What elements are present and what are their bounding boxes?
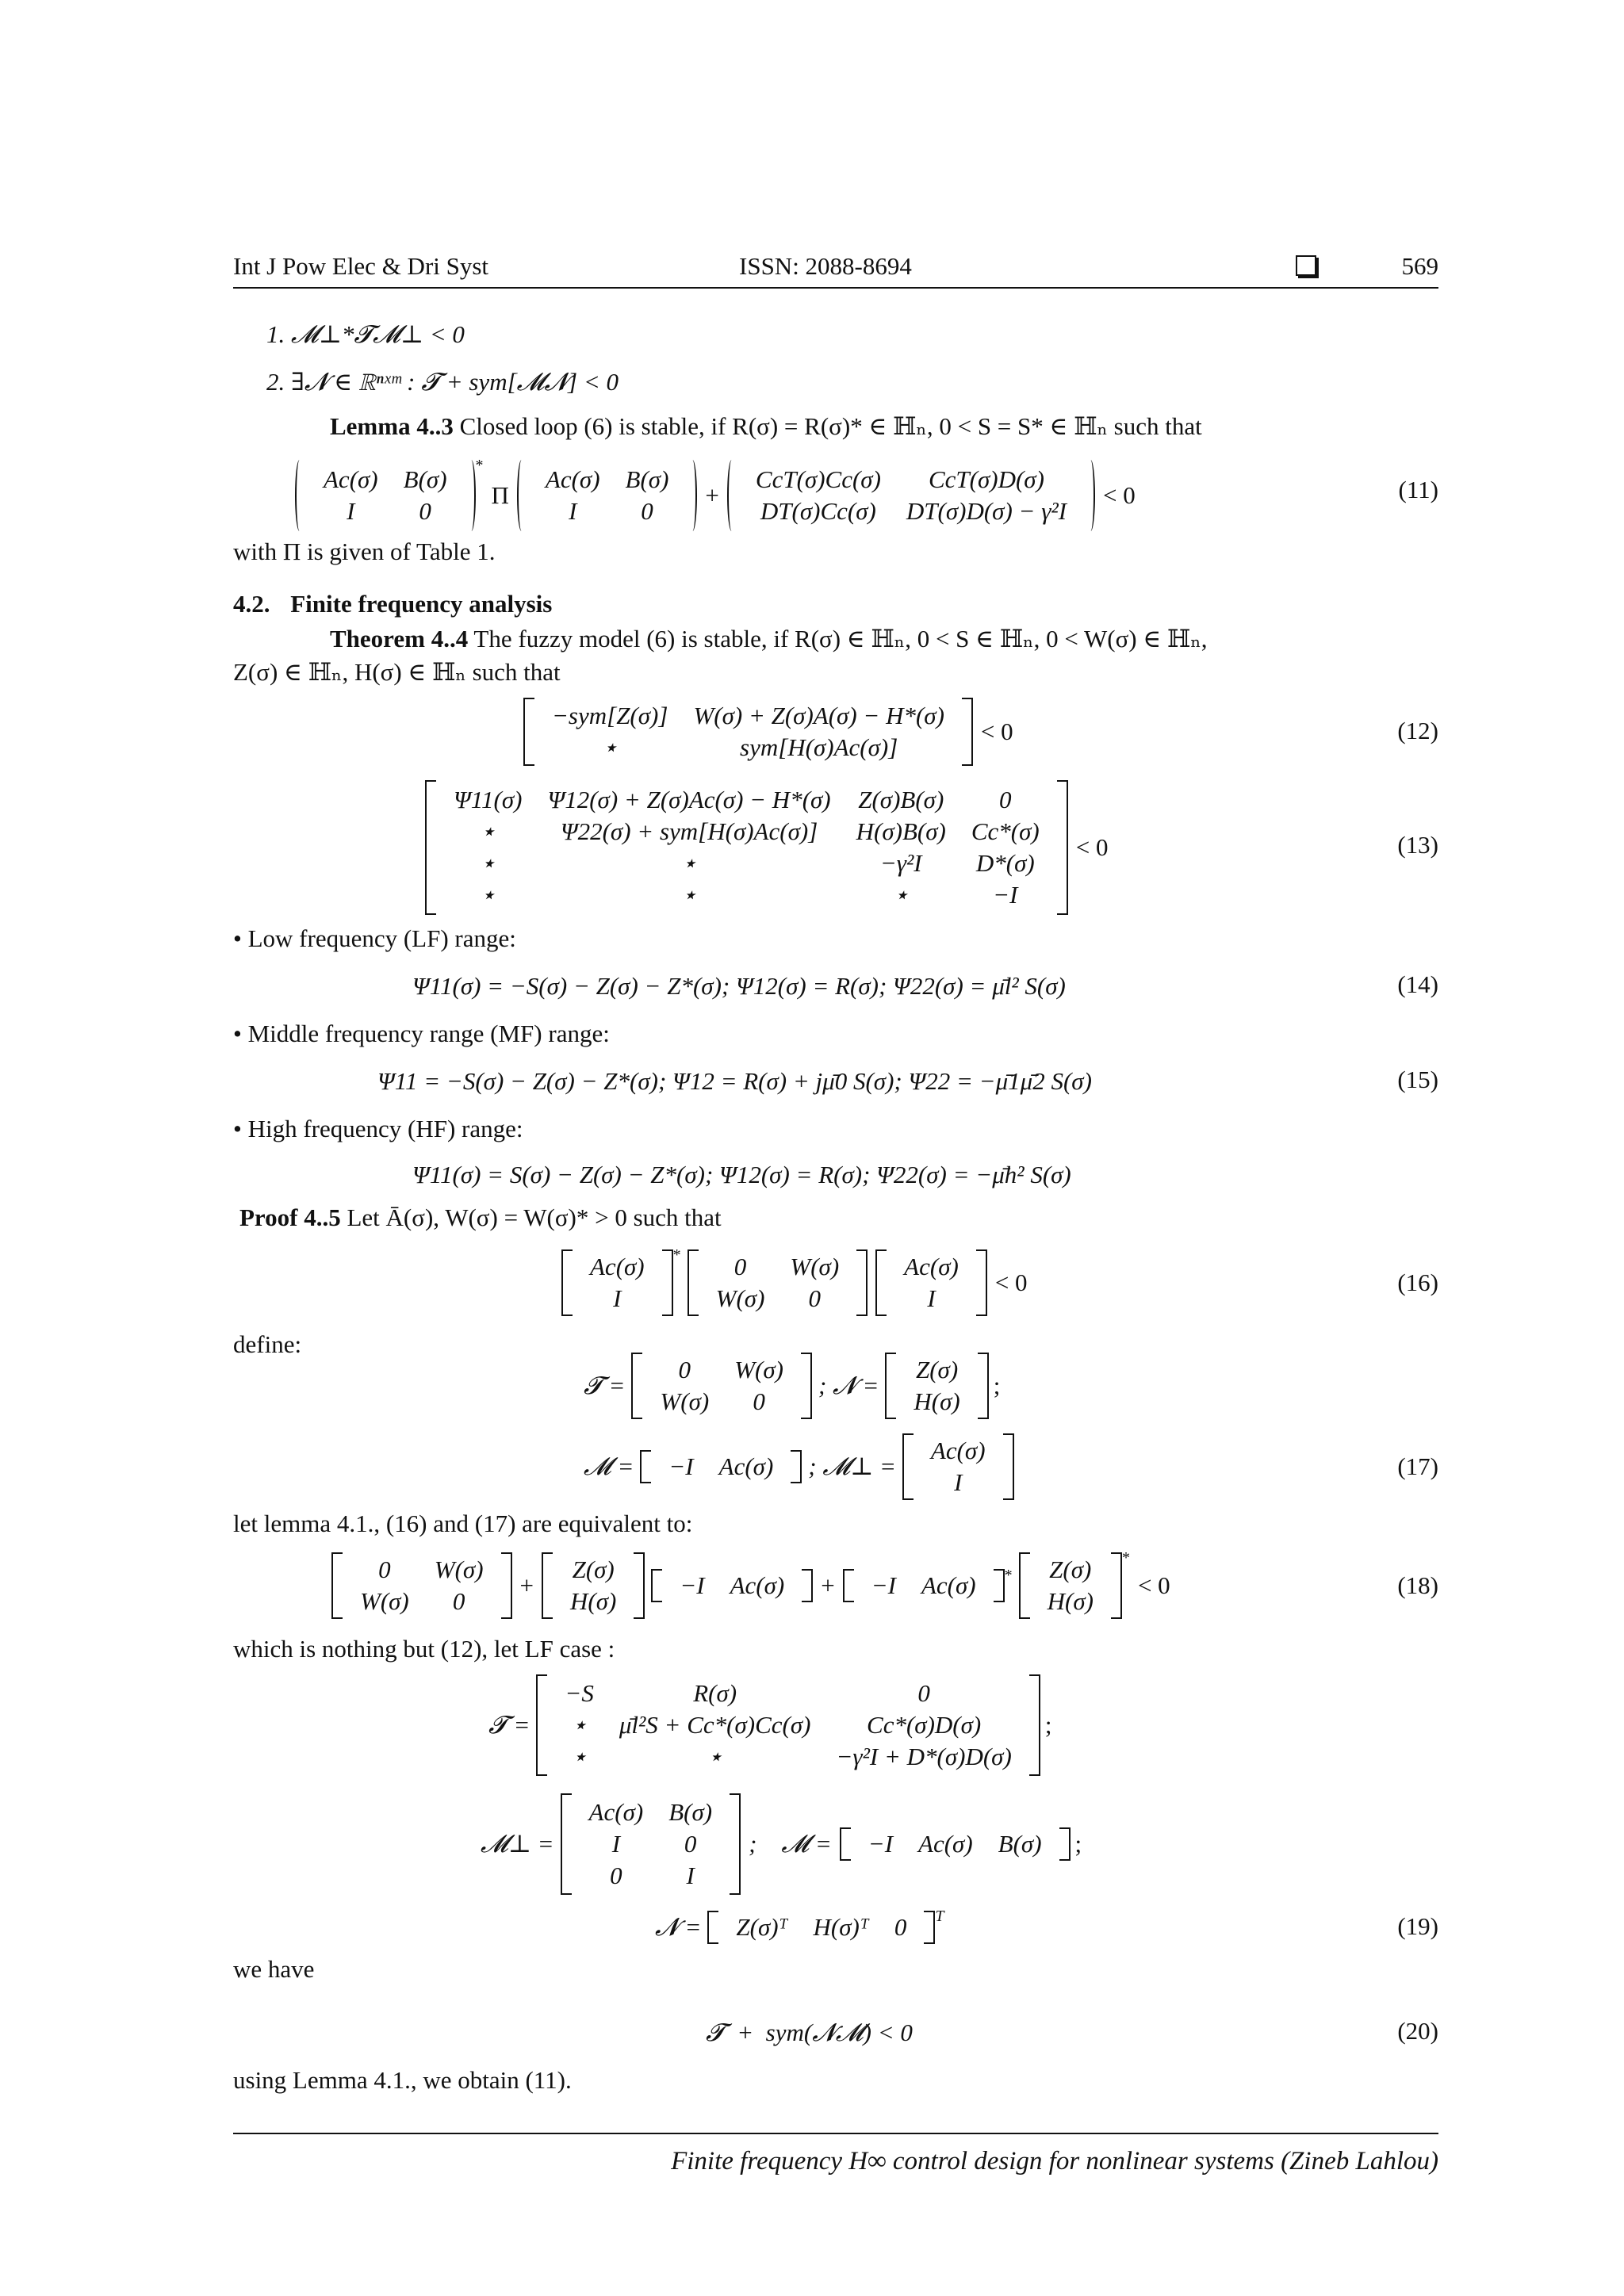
hf-equation: Ψ11(σ) = S(σ) − Z(σ) − Z*(σ); Ψ12(σ) = R(σ); Ψ22(σ) = −μ̄h² S(σ) xyxy=(412,1161,1071,1188)
cell: −γ²I + D*(σ)D(σ) xyxy=(836,1743,1012,1770)
equation-11 xyxy=(295,457,1143,531)
mperp-lhs: ; 𝓜⊥ = xyxy=(808,1452,896,1480)
bracket-right xyxy=(1029,1674,1040,1776)
cell: ⋆ xyxy=(571,1743,588,1770)
lf-label: • Low frequency (LF) range: xyxy=(233,924,516,952)
eqnum-16: (16) xyxy=(1397,1269,1438,1296)
equation-20: 𝓣 + sym(𝓝𝓜) < 0 xyxy=(706,2019,913,2046)
bracket-right xyxy=(1003,1433,1014,1500)
cell: ⋆ xyxy=(707,1743,723,1770)
paren-left xyxy=(727,460,738,531)
section-title: Finite frequency analysis xyxy=(290,590,553,618)
cell: −I xyxy=(680,1571,705,1599)
less-than-zero: < 0 xyxy=(1103,481,1136,509)
matrix-13 xyxy=(441,784,1052,911)
cell: Ac(σ) xyxy=(930,1437,986,1464)
bracket-left xyxy=(523,698,534,766)
bracket-right xyxy=(1057,780,1068,915)
using-text: using Lemma 4.1., we obtain (11). xyxy=(233,2066,572,2094)
cell: H(σ) xyxy=(914,1387,960,1415)
cell: 0 xyxy=(641,497,653,525)
cell: DT(σ)D(σ) − γ²I xyxy=(906,497,1067,525)
bracket-left xyxy=(425,780,436,915)
paren-left xyxy=(295,460,306,531)
cell: D*(σ) xyxy=(975,849,1035,877)
cell: B(σ) xyxy=(668,1798,713,1826)
cell: H(σ)B(σ) xyxy=(856,817,946,845)
cell: Ac(σ) xyxy=(904,1253,959,1280)
proof-4-5 xyxy=(239,1202,722,1234)
matrix-t-lf xyxy=(552,1678,1024,1773)
lemma-4-3 xyxy=(330,411,1202,442)
equation-19-t xyxy=(488,1674,1051,1776)
eqnum-18: (18) xyxy=(1397,1571,1438,1599)
equation-17-t-n xyxy=(584,1353,1000,1419)
page-number: 569 xyxy=(1401,252,1438,280)
bracket-right xyxy=(802,1569,813,1602)
cell: H(σ)ᵀ xyxy=(813,1913,869,1941)
bracket-left xyxy=(640,1450,651,1483)
cell: Ac(σ) xyxy=(730,1571,785,1599)
cell: ⋆ xyxy=(602,733,618,761)
cell: R(σ) xyxy=(693,1679,737,1707)
cell: ⋆ xyxy=(893,881,909,909)
eqnum-11: (11) xyxy=(1398,476,1438,503)
cell: 0 xyxy=(610,1862,622,1889)
bracket-right xyxy=(801,1353,812,1419)
matrix-12 xyxy=(539,700,957,763)
theorem-label: Theorem 4..4 xyxy=(330,625,469,652)
cell: −I xyxy=(871,1571,896,1599)
cell: W(σ) xyxy=(434,1556,484,1583)
cell: Z(σ) xyxy=(1049,1556,1092,1583)
bracket-right xyxy=(634,1552,645,1619)
equation-12 xyxy=(523,698,1021,766)
eqnum-15: (15) xyxy=(1397,1066,1438,1093)
m-lhs: 𝓜 = xyxy=(584,1452,634,1480)
cell: CcT(σ)D(σ) xyxy=(928,465,1044,493)
row-m-2 xyxy=(859,1570,989,1601)
paren-right xyxy=(686,460,697,531)
paren-right xyxy=(1084,460,1095,531)
cell: Ac(σ) xyxy=(324,465,378,493)
n-lhs: ; 𝓝 = xyxy=(818,1371,879,1399)
matrix-mperp xyxy=(576,1797,726,1892)
t-lhs: 𝓣 = xyxy=(488,1710,530,1739)
bracket-left xyxy=(536,1674,547,1776)
vector-n xyxy=(901,1354,972,1418)
eqnum-20: (20) xyxy=(1397,2017,1438,2045)
cell: B(σ) xyxy=(625,465,669,493)
row-m xyxy=(667,1570,797,1601)
cell: W(σ) xyxy=(660,1387,710,1415)
journal-name: Int J Pow Elec & Dri Syst xyxy=(233,252,489,280)
cell: W(σ) xyxy=(715,1284,765,1312)
equation-19-m xyxy=(481,1793,1082,1895)
equation-13 xyxy=(425,780,1116,915)
plus: + xyxy=(821,1571,835,1599)
cell: W(σ) + Z(σ)A(σ) − H*(σ) xyxy=(693,702,944,729)
theorem-text: The fuzzy model (6) is stable, if R(σ) ∈ ℍₙ, 0 < S ∈ ℍₙ, 0 < W(σ) ∈ ℍₙ, xyxy=(473,625,1208,652)
bracket-left xyxy=(561,1793,572,1895)
cell: Ac(σ) xyxy=(921,1571,976,1599)
bracket-right xyxy=(1059,1827,1071,1861)
which-text: which is nothing but (12), let LF case : xyxy=(233,1635,615,1663)
vector-z-h-2 xyxy=(1035,1554,1106,1617)
cell: −I xyxy=(993,881,1018,909)
transpose-sup: T xyxy=(935,1908,944,1925)
cell: W(σ) xyxy=(360,1587,409,1615)
cell: −sym[Z(σ)] xyxy=(552,702,668,729)
vector-z-h xyxy=(557,1554,629,1617)
section-number: 4.2. xyxy=(233,590,270,618)
lf-equation: Ψ11(σ) = −S(σ) − Z(σ) − Z*(σ); Ψ12(σ) = R(σ); Ψ22(σ) = μ̄l² S(σ) xyxy=(412,972,1066,1000)
cell: μ̄l²S + Cc*(σ)Cc(σ) xyxy=(619,1711,811,1739)
bracket-left xyxy=(688,1249,699,1316)
n-lhs: 𝓝 = xyxy=(655,1912,702,1941)
bracket-right xyxy=(856,1249,868,1316)
paren-right xyxy=(465,460,476,531)
matrix-t xyxy=(647,1354,796,1418)
cell: ⋆ xyxy=(480,881,496,909)
cell: Cc*(σ)D(σ) xyxy=(867,1711,982,1739)
bracket-left xyxy=(840,1827,851,1861)
bracket-left xyxy=(561,1249,573,1316)
theorem-text-2: Z(σ) ∈ ℍₙ, H(σ) ∈ ℍₙ such that xyxy=(233,658,561,686)
eqnum-19: (19) xyxy=(1397,1912,1438,1940)
eqnum-14: (14) xyxy=(1397,970,1438,998)
bracket-left xyxy=(902,1433,914,1500)
running-header xyxy=(233,252,1438,284)
footer-rule xyxy=(233,2133,1438,2134)
running-footer: Finite frequency H∞ control design for nonlinear systems (Zineb Lahlou) xyxy=(671,2147,1438,2175)
matrix-c-d xyxy=(743,464,1079,527)
less-than-zero: < 0 xyxy=(1075,833,1109,861)
cell: 0 xyxy=(378,1556,391,1583)
equation-17-m xyxy=(584,1433,1014,1500)
less-than-zero: < 0 xyxy=(994,1269,1028,1296)
less-than-zero: < 0 xyxy=(980,718,1013,745)
cell: Ac(σ) xyxy=(718,1452,774,1480)
bracket-left xyxy=(331,1552,343,1619)
cell: CcT(σ)Cc(σ) xyxy=(755,465,881,493)
eqnum-12: (12) xyxy=(1397,717,1438,744)
proof-text: Let Ā(σ), W(σ) = W(σ)* > 0 such that xyxy=(347,1203,722,1231)
conjugate-star: * xyxy=(475,457,484,474)
cell: H(σ) xyxy=(1047,1587,1094,1615)
cell: 0 xyxy=(999,786,1012,813)
cell: Ψ22(σ) + sym[H(σ)Ac(σ)] xyxy=(560,817,818,845)
bracket-left xyxy=(843,1569,854,1602)
bracket-right xyxy=(501,1552,512,1619)
cell: I xyxy=(954,1468,963,1496)
cell: I xyxy=(686,1862,695,1889)
bracket-right xyxy=(976,1249,987,1316)
bracket-left xyxy=(631,1353,642,1419)
cell: 0 xyxy=(808,1284,822,1312)
matrix-w xyxy=(703,1251,852,1314)
plus: + xyxy=(705,481,719,509)
theorem-4-4 xyxy=(330,623,1438,655)
cell: DT(σ)Cc(σ) xyxy=(760,497,876,525)
cell: I xyxy=(927,1284,936,1312)
lemma-text: Closed loop (6) is stable, if R(σ) = R(σ)* ∈ ℍₙ, 0 < S = S* ∈ ℍₙ such that xyxy=(459,412,1202,440)
proof-label: Proof 4..5 xyxy=(239,1203,341,1231)
cell: Ψ11(σ) xyxy=(454,786,523,813)
cell: ⋆ xyxy=(681,881,697,909)
bracket-left xyxy=(542,1552,553,1619)
vector-ac-i-2 xyxy=(891,1251,971,1314)
mf-label: • Middle frequency range (MF) range: xyxy=(233,1020,610,1047)
cell: 0 xyxy=(419,497,431,525)
plus: + xyxy=(519,1571,534,1599)
cell: ⋆ xyxy=(480,849,496,877)
row-m xyxy=(656,1451,786,1483)
conjugate-star: * xyxy=(1121,1549,1130,1567)
cell: B(σ) xyxy=(403,465,447,493)
cell: W(σ) xyxy=(790,1253,840,1280)
we-have-text: we have xyxy=(233,1955,315,1983)
eqnum-17: (17) xyxy=(1397,1452,1438,1480)
cell: Cc*(σ) xyxy=(971,817,1040,845)
cell: 0 xyxy=(733,1253,747,1280)
bracket-left xyxy=(885,1353,896,1419)
row-m xyxy=(856,1828,1055,1860)
cell: 0 xyxy=(452,1587,465,1615)
cell: Z(σ) xyxy=(915,1356,959,1383)
semicolon: ; xyxy=(1074,1830,1082,1858)
paren-left xyxy=(517,460,528,531)
vector-ac-i xyxy=(577,1251,657,1314)
mperp-lhs: 𝓜⊥ = xyxy=(481,1829,554,1858)
bracket-left xyxy=(707,1911,718,1944)
cell: ⋆ xyxy=(571,1711,588,1739)
bracket-right xyxy=(924,1911,935,1944)
cell: I xyxy=(569,497,577,525)
section-heading xyxy=(233,588,552,620)
cell: Ac(σ) xyxy=(588,1798,644,1826)
bracket-right xyxy=(978,1353,989,1419)
list-item-1: 1. 𝓜⊥*𝓣𝓜⊥ < 0 xyxy=(266,320,465,348)
cell: Z(σ)ᵀ xyxy=(736,1913,788,1941)
semicolon: ; xyxy=(993,1372,1001,1399)
cell: Ac(σ) xyxy=(590,1253,645,1280)
cell: Z(σ) xyxy=(572,1556,615,1583)
conjugate-star: * xyxy=(672,1246,681,1264)
matrix-w xyxy=(347,1554,496,1617)
bracket-right xyxy=(662,1249,673,1316)
equation-18 xyxy=(331,1549,1178,1619)
cell: ⋆ xyxy=(480,817,496,845)
cell: Z(σ)B(σ) xyxy=(858,786,944,813)
conjugate-star: * xyxy=(1004,1567,1013,1584)
cell: B(σ) xyxy=(998,1830,1042,1858)
bracket-left xyxy=(1019,1552,1030,1619)
bracket-right xyxy=(994,1569,1005,1602)
header-rule xyxy=(233,287,1438,289)
table-reference: with Π is given of Table 1. xyxy=(233,538,496,565)
cell: 0 xyxy=(753,1387,765,1415)
bracket-left xyxy=(875,1249,887,1316)
bracket-right xyxy=(730,1793,741,1895)
cell: Ac(σ) xyxy=(545,465,600,493)
bracket-right xyxy=(1111,1552,1122,1619)
row-n xyxy=(723,1911,919,1943)
let-lemma-text: let lemma 4.1., (16) and (17) are equivalent to: xyxy=(233,1510,693,1537)
t-lhs: 𝓣 = xyxy=(584,1371,626,1399)
cell: 0 xyxy=(684,1830,697,1858)
pi-symbol: Π xyxy=(491,481,509,509)
cell: Ψ12(σ) + Z(σ)Ac(σ) − H*(σ) xyxy=(547,786,831,813)
m-lhs: ; 𝓜 = xyxy=(749,1829,832,1858)
cell: −γ²I xyxy=(879,849,922,877)
mf-equation: Ψ11 = −S(σ) − Z(σ) − Z*(σ); Ψ12 = R(σ) + jμ̄0 S(σ); Ψ22 = −μ̄1μ̄2 S(σ) xyxy=(377,1067,1092,1095)
cell: −S xyxy=(565,1679,594,1707)
square-icon xyxy=(1296,255,1316,276)
cell: Ac(σ) xyxy=(918,1830,973,1858)
cell: 0 xyxy=(678,1356,691,1383)
list-item-2: 2. ∃𝓝 ∈ ℝⁿˣᵐ : 𝓣 + sym[𝓜𝓝] < 0 xyxy=(266,368,619,396)
eqnum-13: (13) xyxy=(1397,831,1438,859)
bracket-right xyxy=(962,698,973,766)
cell: 0 xyxy=(917,1679,930,1707)
matrix-a-b-2 xyxy=(533,464,682,527)
cell: −I xyxy=(668,1452,694,1480)
cell: I xyxy=(613,1284,622,1312)
matrix-a-b xyxy=(311,464,460,527)
equation-19-n xyxy=(655,1908,944,1947)
cell: W(σ) xyxy=(734,1356,783,1383)
cell: ⋆ xyxy=(681,849,697,877)
cell: I xyxy=(611,1830,621,1858)
bracket-left xyxy=(651,1569,662,1602)
lemma-label: Lemma 4..3 xyxy=(330,412,454,440)
cell: 0 xyxy=(894,1913,907,1941)
cell: I xyxy=(347,497,355,525)
semicolon: ; xyxy=(1044,1711,1052,1739)
cell: −I xyxy=(868,1830,894,1858)
equation-16 xyxy=(561,1246,1036,1316)
hf-label: • High frequency (HF) range: xyxy=(233,1115,523,1142)
less-than-zero: < 0 xyxy=(1137,1571,1170,1599)
bracket-right xyxy=(791,1450,802,1483)
cell: H(σ) xyxy=(570,1587,617,1615)
define-text: define: xyxy=(233,1330,302,1358)
vector-mperp xyxy=(918,1435,998,1498)
issn: ISSN: 2088-8694 xyxy=(739,252,912,280)
cell: sym[H(σ)Ac(σ)] xyxy=(740,733,898,761)
